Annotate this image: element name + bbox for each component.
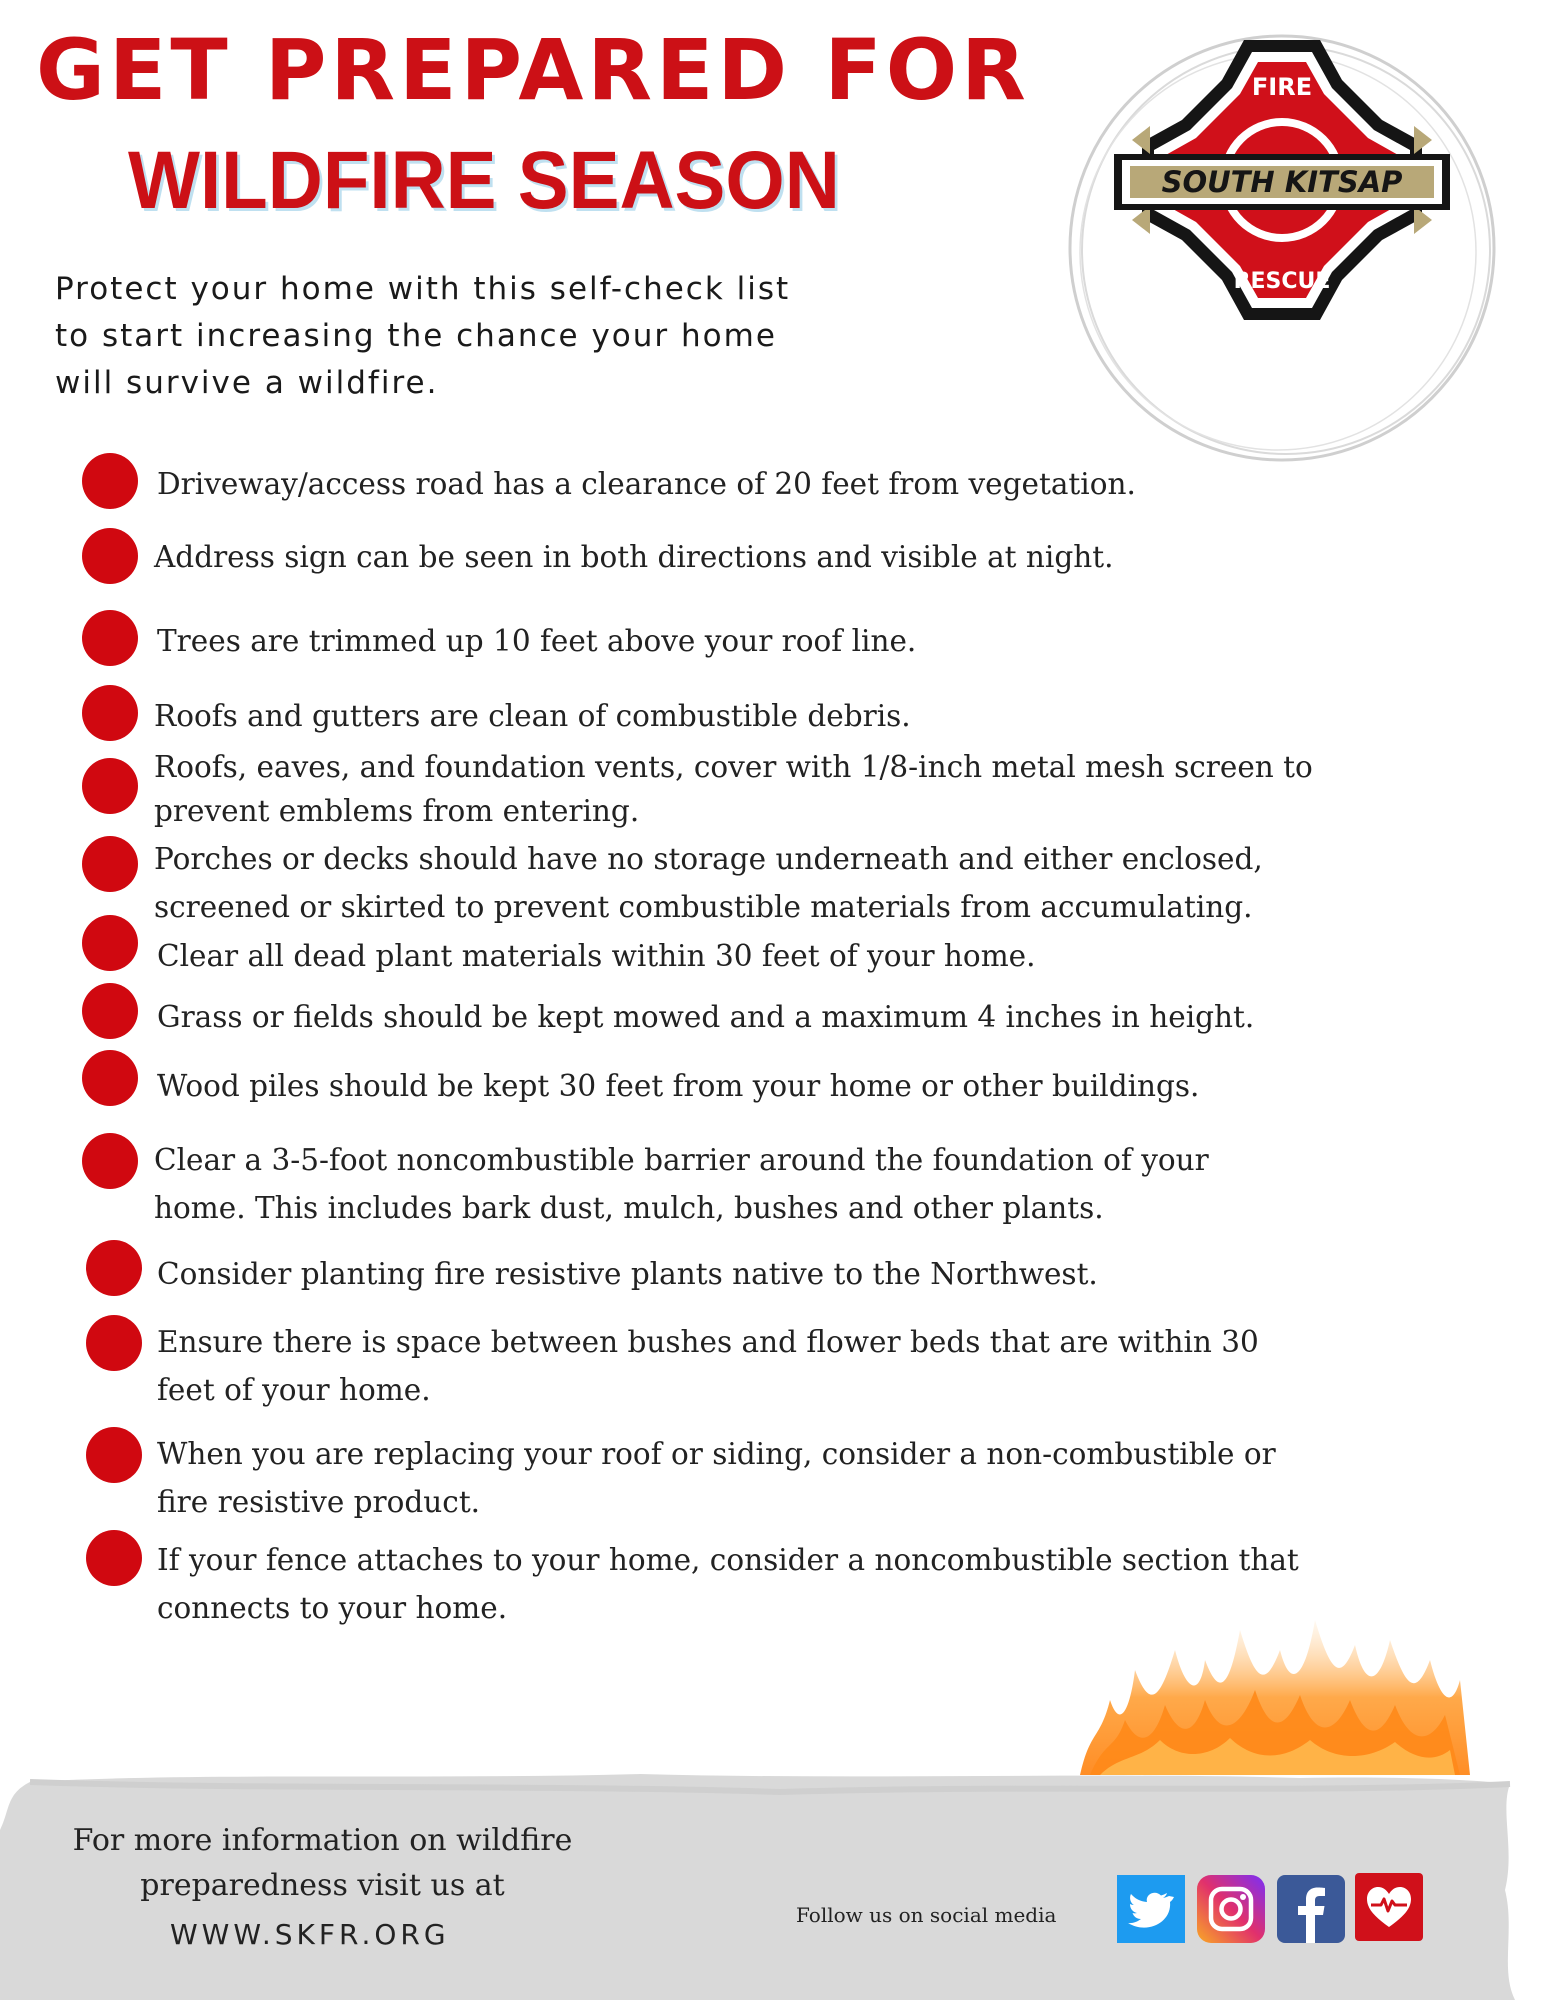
checklist-item-9: Wood piles should be kept 30 feet from your home or other buildings. [157,1069,1200,1103]
bullet-dot [82,685,138,741]
bullet-dot [86,1427,142,1483]
bullet-dot [82,836,138,892]
twitter-icon[interactable] [1117,1875,1185,1943]
bullet-dot [82,1133,138,1189]
checklist-item-8: Grass or fields should be kept mowed and a maximum 4 inches in height. [157,1000,1255,1034]
checklist-item-3: Trees are trimmed up 10 feet above your roof line. [157,624,917,658]
footer-info-content: For more information on wildfire preparedness visit us at [72,1823,573,1903]
bullet-dot [82,453,138,509]
footer-info-text [30,1818,615,1908]
checklist-item-13: When you are replacing your roof or siding, consider a non-combustible or fire resistive product. [157,1437,1276,1519]
logo-banner-text: SOUTH KITSAP [1161,165,1403,199]
checklist-item-11: Consider planting fire resistive plants native to the Northwest. [157,1257,1098,1291]
website-link[interactable]: WWW.SKFR.ORG [170,1918,450,1951]
checklist-item-4: Roofs and gutters are clean of combustible debris. [154,699,911,733]
intro-text [55,266,915,407]
title-line-1: GET PREPARED FOR [36,21,1030,119]
bullet-dot [86,1315,142,1371]
bullet-dot [82,915,138,971]
checklist-item-5: Roofs, eaves, and foundation vents, cover with 1/8-inch metal mesh screen to prevent emblems from entering. [154,750,1313,828]
instagram-icon[interactable] [1197,1875,1265,1943]
bullet-dot [82,983,138,1039]
checklist-item-14: If your fence attaches to your home, consider a noncombustible section that connects to your home. [157,1543,1299,1625]
logo-top-text: FIRE [1251,73,1313,101]
social-label: Follow us on social media [796,1903,1057,1927]
heart-monitor-icon[interactable] [1355,1873,1423,1941]
bullet-dot [82,1050,138,1106]
bullet-dot [82,610,138,666]
checklist-item-6: Porches or decks should have no storage underneath and either enclosed, screened or skirted to prevent combustible materials from accumulating. [154,842,1263,924]
checklist-item-1: Driveway/access road has a clearance of 20 feet from vegetation. [157,467,1136,501]
checklist-item-12: Ensure there is space between bushes and flower beds that are within 30 feet of your home. [157,1325,1259,1407]
bullet-dot [82,528,138,584]
checklist-item-2: Address sign can be seen in both directions and visible at night. [154,540,1114,574]
checklist-item-10: Clear a 3-5-foot noncombustible barrier around the foundation of your home. This includes bark dust, mulch, bushes and other plants. [154,1143,1209,1225]
bullet-dot [86,1240,142,1296]
logo-bottom-text: RESCUE [1233,269,1331,294]
south-kitsap-fire-rescue-logo [1040,20,1530,490]
bullet-dot [86,1530,142,1586]
facebook-icon[interactable] [1277,1875,1345,1943]
title-line-2: WILDFIRE SEASON [128,135,840,226]
intro-text-content: Protect your home with this self-check list to start increasing the chance your home will survive a wildfire. [55,271,791,401]
checklist-item-7: Clear all dead plant materials within 30 feet of your home. [157,939,1036,973]
bullet-dot [82,758,138,814]
flames-illustration [1080,1590,1470,1775]
